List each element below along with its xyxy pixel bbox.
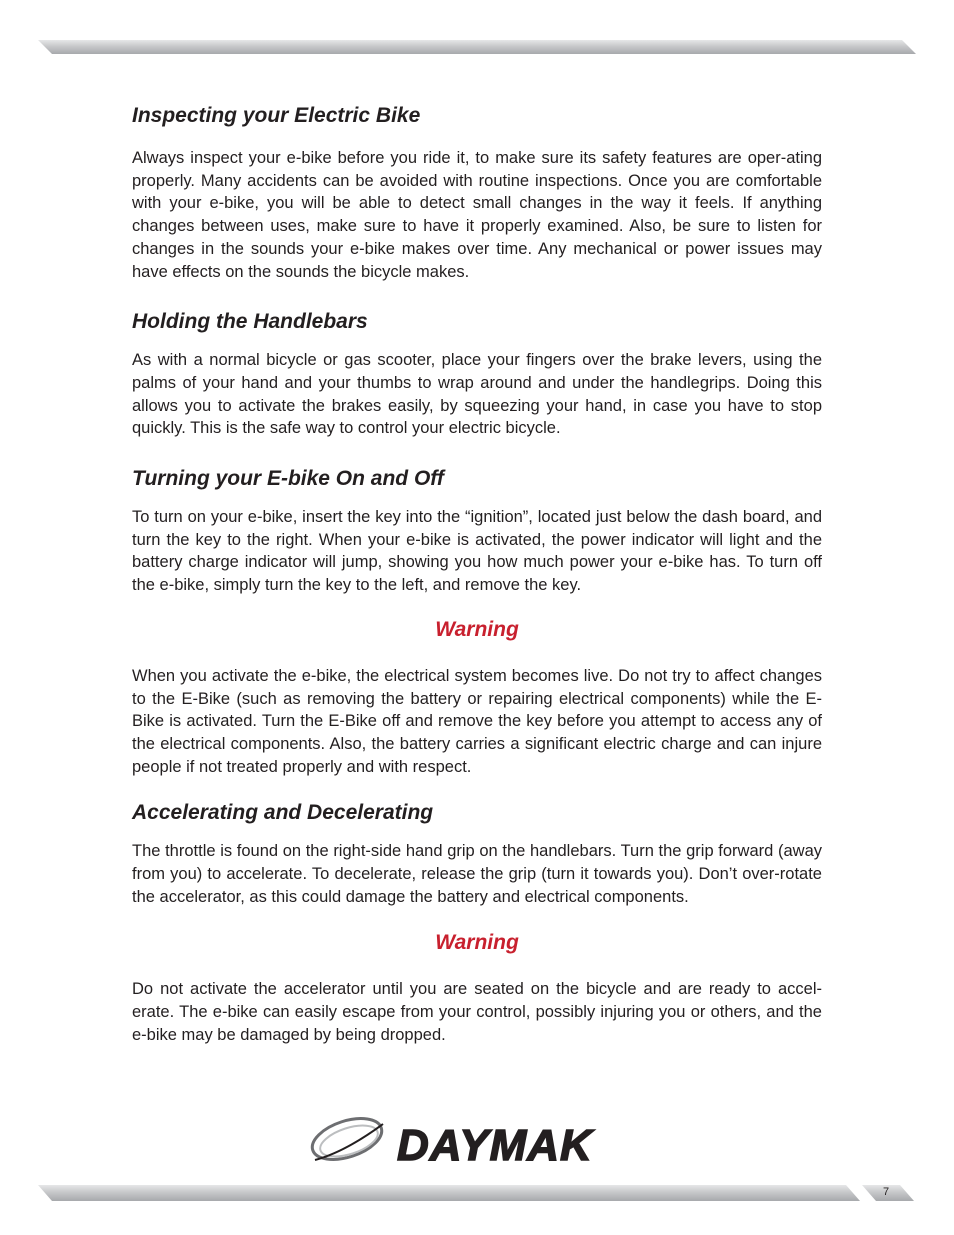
heading-inspecting: Inspecting your Electric Bike — [132, 104, 421, 127]
warning-title: Warning — [435, 617, 519, 641]
warning-title: Warning — [435, 931, 519, 955]
heading-handlebars: Holding the Handlebars — [132, 310, 368, 334]
page-content — [132, 96, 822, 1047]
heading-accelerating: Accelerating and Decelerating — [132, 801, 434, 825]
logo-wordmark: DAYMAK — [397, 1121, 593, 1167]
paragraph-accelerating: The throttle is found on the right-side hand grip on the handlebars. Turn the grip forward (away from you) to accelerate. To decelerate, release the grip (turn it towards you). Don’t over-rotate the accelerator, as this could damage the battery and electrical components. — [132, 842, 822, 906]
paragraph-handlebars: As with a normal bicycle or gas scooter, place your fingers over the brake levers, using the palms of your hand and your thumbs to wrap around and under the handlegrips. Doing this allows you to activate the brakes easily, by squeezing your hand, in case you have to stop quickly. This is the safe way to control your electric bicycle. — [132, 351, 822, 438]
heading-turning-on-off: Turning your E-bike On and Off — [132, 467, 444, 491]
page-number: 7 — [882, 1186, 890, 1198]
paragraph-warning-electrical: When you activate the e-bike, the electrical system becomes live. Do not try to affect changes to the E-Bike (such as removing the battery or repairing electrical components) while the E-Bike is activated. Turn the E-Bike off and remove the key before you attempt to access any of the electrical components. Also, the battery carries a significant electric charge and can injure people if not treated properly and with respect. — [132, 666, 822, 776]
top-decorative-band — [0, 38, 954, 58]
daymak-logo — [305, 1112, 647, 1167]
paragraph-inspecting: Always inspect your e-bike before you ride it, to make sure its safety features are oper-ating properly. Many accidents can be avoided with routine inspections. Once you are comfortable with your e-bike, you will be able to detect small changes in the way it feels. If anything changes between uses, make sure to have it properly examined. Also, be sure to listen for changes in the sounds your e-bike makes over time. Any mechanical or power issues may have effects on the sounds the bicycle makes. — [132, 149, 822, 281]
paragraph-turning-on-off: To turn on your e-bike, insert the key into the “ignition”, located just below the dash board, and turn the key to the right. When your e-bike is activated, the power indicator will light and the battery charge indicator will jump, showing you how much power your e-bike has. To turn off the e-bike, simply turn the key to the left, and remove the key. — [132, 508, 822, 595]
bottom-decorative-band — [0, 1183, 954, 1203]
paragraph-warning-accelerator: Do not activate the accelerator until you are seated on the bicycle and are ready to accel-erate. The e-bike can easily escape from your control, possibly injuring you or others, and the e-bike may be damaged by being dropped. — [132, 980, 822, 1044]
